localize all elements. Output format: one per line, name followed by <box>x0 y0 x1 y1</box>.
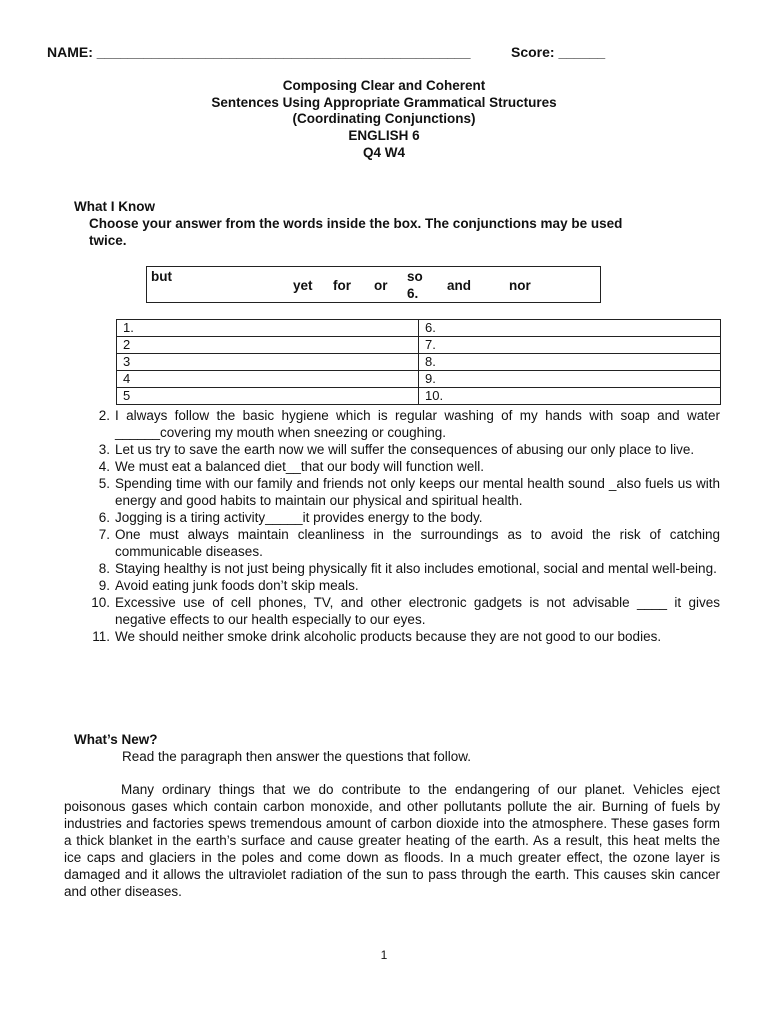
item-text: We should neither smoke drink alcoholic products because they are not good to our bodies. <box>115 629 662 644</box>
table-row <box>117 371 721 388</box>
item-number: 4. <box>98 459 110 474</box>
title-line-5: Q4 W4 <box>362 145 405 160</box>
word-for: for <box>333 278 351 293</box>
list-item <box>98 577 720 594</box>
word-nor: nor <box>509 278 531 293</box>
item-number: 5. <box>98 476 110 491</box>
item-text: Jogging is a tiring activity_____it provides energy to the body. <box>115 510 483 525</box>
word-or: or <box>374 278 388 293</box>
title-line-4: ENGLISH 6 <box>348 128 420 143</box>
list-item <box>98 458 720 475</box>
item-text: One must always maintain cleanliness in the surroundings as to avoid the risk of catching communicable diseases. <box>115 527 720 559</box>
instruction-line-1: Choose your answer from the words inside the box. The conjunctions may be used <box>89 216 623 231</box>
item-number: 8. <box>98 561 110 576</box>
word-and: and <box>447 278 472 293</box>
page-number: 1 <box>380 948 388 962</box>
table-row <box>117 388 721 405</box>
item-number: 6. <box>98 510 110 525</box>
answer-cell[interactable]: 6. <box>419 320 721 337</box>
item-text: We must eat a balanced diet__that our body will function well. <box>115 459 484 474</box>
list-item <box>98 441 720 458</box>
item-number: 7. <box>98 527 110 542</box>
title-line-1: Composing Clear and Coherent <box>282 78 486 93</box>
table-row <box>117 337 721 354</box>
title-line-2: Sentences Using Appropriate Grammatical Structures <box>211 95 557 110</box>
item-number: 9. <box>98 578 110 593</box>
whats-new-instruction: Read the paragraph then answer the questions that follow. <box>122 749 471 764</box>
word-but: but <box>151 269 172 284</box>
word-six: 6. <box>407 286 419 301</box>
answer-cell[interactable]: 8. <box>419 354 721 371</box>
answer-cell[interactable]: 4 <box>117 371 419 388</box>
answer-cell[interactable]: 1. <box>117 320 419 337</box>
table-row <box>117 354 721 371</box>
table-row <box>117 320 721 337</box>
answer-cell[interactable]: 9. <box>419 371 721 388</box>
item-number: 10. <box>91 595 110 610</box>
instruction-line-2: twice. <box>89 233 127 248</box>
question-list <box>91 407 720 645</box>
item-text: Staying healthy is not just being physically fit it also includes emotional, social and mental well-being. <box>115 561 717 576</box>
answer-cell[interactable]: 2 <box>117 337 419 354</box>
reading-paragraph: Many ordinary things that we do contribute to the endangering of our planet. Vehicles eject poisonous gases which contain carbon monoxide, and other pollutants pollute the air. Burning of fuels by industries and factories spews tremendous amount of carbon dioxide into the atmosphere. These gases form a thick blanket in the earth’s surface and cause greater heating of the earth. As a result, this heat melts the ice caps and glaciers in the poles and come down as floods. In a much greater effect, the ozone layer is damaged and it allows the ultraviolet radiation of the sun to pass through the earth. This causes skin cancer and other diseases. <box>64 782 720 899</box>
item-text: Avoid eating junk foods don’t skip meals. <box>115 578 359 593</box>
word-box <box>146 266 601 303</box>
whats-new-heading: What’s New? <box>74 732 158 747</box>
item-text: Excessive use of cell phones, TV, and other electronic gadgets is not advisable ____ it gives negative effects to our health especially to our eyes. <box>115 595 720 627</box>
answer-cell[interactable]: 5 <box>117 388 419 405</box>
item-text: I always follow the basic hygiene which is regular washing of my hands with soap and water ______covering my mouth when sneezing or coughing. <box>115 408 720 440</box>
list-item <box>92 628 720 645</box>
item-number: 2. <box>98 408 110 423</box>
name-field-label: NAME: ________________________________________________ <box>47 44 471 60</box>
what-i-know-heading: What I Know <box>74 199 155 214</box>
item-text: Spending time with our family and friends not only keeps our mental health sound _also fuels us with energy and good habits to maintain our physical and spiritual health. <box>115 476 720 508</box>
list-item <box>98 407 720 441</box>
item-number: 11. <box>92 629 110 644</box>
score-field-label: Score: ______ <box>511 44 606 60</box>
list-item <box>98 526 720 560</box>
answer-cell[interactable]: 10. <box>419 388 721 405</box>
answer-table <box>116 319 721 405</box>
list-item <box>91 594 720 628</box>
title-line-3: (Coordinating Conjunctions) <box>292 111 476 126</box>
word-so: so <box>407 269 423 284</box>
answer-cell[interactable]: 7. <box>419 337 721 354</box>
item-number: 3. <box>98 442 110 457</box>
item-text: Let us try to save the earth now we will suffer the consequences of abusing our only place to live. <box>115 442 695 457</box>
list-item <box>98 560 720 577</box>
word-yet: yet <box>293 278 313 293</box>
list-item <box>98 475 720 509</box>
list-item <box>98 509 720 526</box>
answer-cell[interactable]: 3 <box>117 354 419 371</box>
